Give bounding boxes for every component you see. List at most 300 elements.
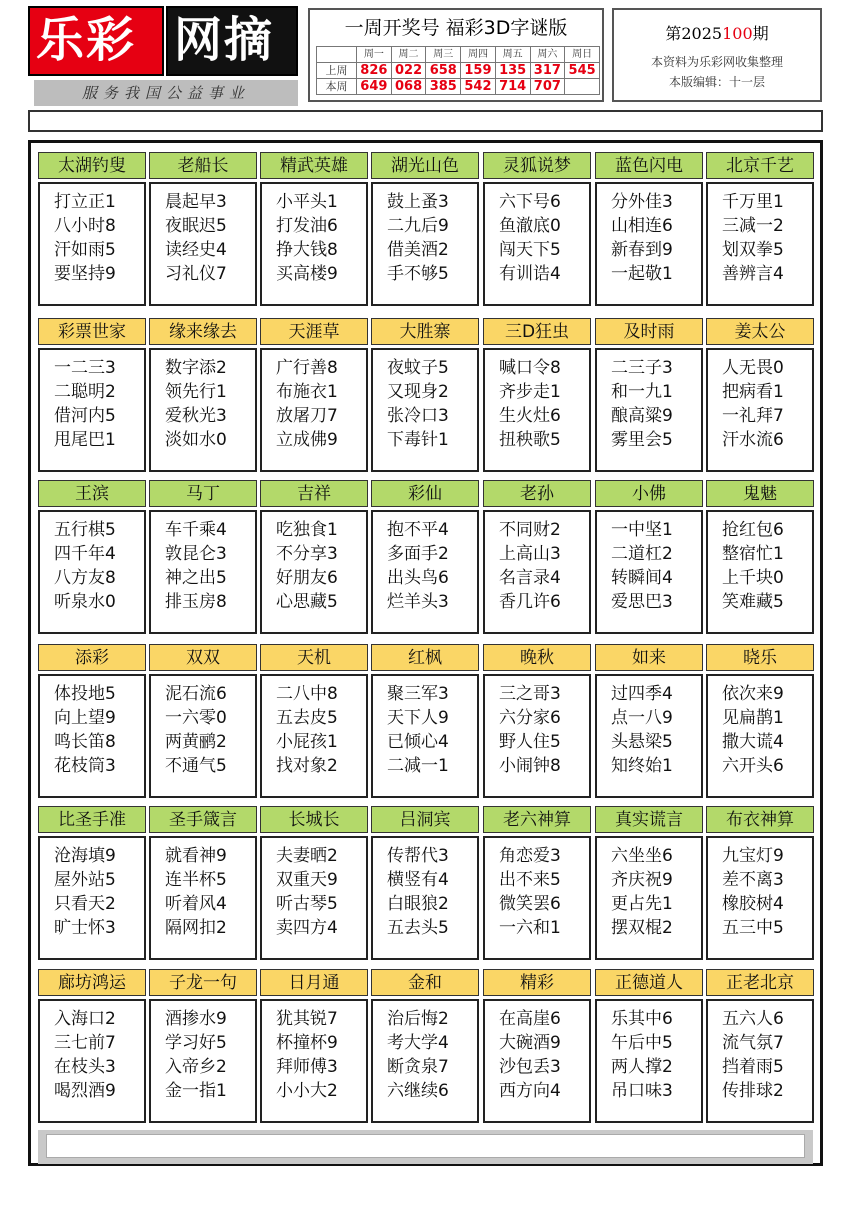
card-body xyxy=(260,674,368,798)
riddle-line: 头悬梁5 xyxy=(611,732,673,752)
riddle-line: 流气氛7 xyxy=(722,1033,784,1053)
draw-row-this-week xyxy=(317,79,600,95)
riddle-line: 生火灶6 xyxy=(499,406,561,426)
riddle-line: 淡如水0 xyxy=(165,430,227,450)
card-author: 王滨 xyxy=(38,480,146,507)
card-author: 廊坊鸿运 xyxy=(38,969,146,996)
card-author: 天涯草 xyxy=(260,318,368,345)
riddle-line: 横竖有4 xyxy=(387,870,449,890)
riddle-line: 山相连6 xyxy=(611,216,673,236)
draw-number: 022 xyxy=(391,63,426,79)
riddle-line: 二聪明2 xyxy=(54,382,116,402)
riddle-line: 入海口2 xyxy=(54,1009,116,1029)
riddle-line: 上高山3 xyxy=(499,544,561,564)
riddle-line: 爱秋光3 xyxy=(165,406,227,426)
riddle-card xyxy=(595,644,703,798)
riddle-line: 排玉房8 xyxy=(165,592,227,612)
card-author: 正老北京 xyxy=(706,969,814,996)
riddle-line: 不分享3 xyxy=(276,544,338,564)
riddle-line: 齐步走1 xyxy=(499,382,561,402)
draw-number: 658 xyxy=(426,63,461,79)
riddle-card xyxy=(260,806,368,960)
riddle-line: 二道杠2 xyxy=(611,544,673,564)
riddle-line: 下毒针1 xyxy=(387,430,449,450)
card-body xyxy=(149,510,257,634)
riddle-card xyxy=(149,806,257,960)
card-body xyxy=(149,999,257,1123)
riddle-line: 一礼拜7 xyxy=(722,406,784,426)
riddle-line: 二九后9 xyxy=(387,216,449,236)
riddle-line: 打发油6 xyxy=(276,216,338,236)
riddle-line: 分外佳3 xyxy=(611,192,673,212)
draw-number: 135 xyxy=(495,63,530,79)
riddle-line: 划双拳5 xyxy=(722,240,784,260)
day-label: 周四 xyxy=(461,47,496,63)
riddle-line: 人无畏0 xyxy=(722,358,784,378)
riddle-line: 小小大2 xyxy=(276,1081,338,1101)
card-author: 姜太公 xyxy=(706,318,814,345)
card-body xyxy=(706,182,814,306)
riddle-line: 金一指1 xyxy=(165,1081,227,1101)
card-body xyxy=(706,510,814,634)
card-body xyxy=(595,182,703,306)
card-author: 蓝色闪电 xyxy=(595,152,703,179)
card-body xyxy=(483,674,591,798)
riddle-line: 听泉水0 xyxy=(54,592,116,612)
riddle-line: 汗如雨5 xyxy=(54,240,116,260)
riddle-line: 挣大钱8 xyxy=(276,240,338,260)
riddle-line: 微笑罢6 xyxy=(499,894,561,914)
riddle-card xyxy=(149,152,257,306)
riddle-line: 数字添2 xyxy=(165,358,227,378)
riddle-line: 找对象2 xyxy=(276,756,338,776)
riddle-line: 差不离3 xyxy=(722,870,784,890)
card-body xyxy=(371,510,479,634)
slogan: 服务我国公益事业 xyxy=(34,80,298,106)
riddle-line: 鼓上蚤3 xyxy=(387,192,449,212)
riddle-line: 杯撞杯9 xyxy=(276,1033,338,1053)
draw-number: 385 xyxy=(426,79,461,95)
riddle-line: 就看神9 xyxy=(165,846,227,866)
riddle-line: 入帝乡2 xyxy=(165,1057,227,1077)
card-author: 真实谎言 xyxy=(595,806,703,833)
riddle-line: 鱼澈底0 xyxy=(499,216,561,236)
riddle-card xyxy=(706,152,814,306)
row-label: 本周 xyxy=(317,79,357,95)
card-body xyxy=(260,182,368,306)
riddle-line: 六继续6 xyxy=(387,1081,449,1101)
card-body xyxy=(38,348,146,472)
riddle-card xyxy=(260,480,368,634)
riddle-line: 酿高粱9 xyxy=(611,406,673,426)
card-body xyxy=(149,836,257,960)
riddle-card xyxy=(260,644,368,798)
riddle-line: 九宝灯9 xyxy=(722,846,784,866)
card-body xyxy=(38,674,146,798)
riddle-card xyxy=(483,969,591,1123)
riddle-line: 二减一1 xyxy=(387,756,449,776)
riddle-line: 立成佛9 xyxy=(276,430,338,450)
riddle-line: 夫妻晒2 xyxy=(276,846,338,866)
card-body xyxy=(595,836,703,960)
riddle-line: 闯天下5 xyxy=(499,240,561,260)
riddle-line: 西方向4 xyxy=(499,1081,561,1101)
draw-number: 826 xyxy=(357,63,392,79)
card-body xyxy=(706,999,814,1123)
card-author: 如来 xyxy=(595,644,703,671)
card-author: 晓乐 xyxy=(706,644,814,671)
riddle-line: 见扁鹊1 xyxy=(722,708,784,728)
riddle-line: 沙包丢3 xyxy=(499,1057,561,1077)
riddle-line: 张冷口3 xyxy=(387,406,449,426)
riddle-card xyxy=(483,318,591,472)
riddle-line: 八方友8 xyxy=(54,568,116,588)
riddle-card xyxy=(38,152,146,306)
card-body xyxy=(483,182,591,306)
riddle-line: 笑难藏5 xyxy=(722,592,784,612)
card-author: 马丁 xyxy=(149,480,257,507)
riddle-line: 汗水流6 xyxy=(722,430,784,450)
riddle-line: 知终始1 xyxy=(611,756,673,776)
riddle-line: 心思藏5 xyxy=(276,592,338,612)
riddle-card xyxy=(149,480,257,634)
card-author: 老孙 xyxy=(483,480,591,507)
logo-text-right: 网摘 xyxy=(174,12,275,68)
logo-black-block xyxy=(166,6,298,76)
riddle-card xyxy=(483,644,591,798)
riddle-line: 卖四方4 xyxy=(276,918,338,938)
riddle-line: 五行棋5 xyxy=(54,520,116,540)
card-body xyxy=(38,999,146,1123)
riddle-line: 隔网扣2 xyxy=(165,918,227,938)
draw-days-row xyxy=(317,47,600,63)
riddle-line: 五去头5 xyxy=(387,918,449,938)
card-author: 吉祥 xyxy=(260,480,368,507)
card-author: 三D狂虫 xyxy=(483,318,591,345)
card-author: 金和 xyxy=(371,969,479,996)
card-author: 太湖钓叟 xyxy=(38,152,146,179)
riddle-line: 香几许6 xyxy=(499,592,561,612)
riddle-line: 野人住5 xyxy=(499,732,561,752)
riddle-line: 新春到9 xyxy=(611,240,673,260)
riddle-line: 治后悔2 xyxy=(387,1009,449,1029)
card-body xyxy=(260,836,368,960)
riddle-line: 犹其锐7 xyxy=(276,1009,338,1029)
riddle-line: 千万里1 xyxy=(722,192,784,212)
riddle-line: 考大学4 xyxy=(387,1033,449,1053)
riddle-card xyxy=(371,152,479,306)
riddle-line: 喊口令8 xyxy=(499,358,561,378)
riddle-line: 抢红包6 xyxy=(722,520,784,540)
riddle-line: 断贪泉7 xyxy=(387,1057,449,1077)
card-author: 小佛 xyxy=(595,480,703,507)
riddle-line: 泥石流6 xyxy=(165,684,227,704)
riddle-line: 习礼仪7 xyxy=(165,264,227,284)
day-label: 周日 xyxy=(565,47,600,63)
riddle-line: 车千乘4 xyxy=(165,520,227,540)
riddle-line: 好朋友6 xyxy=(276,568,338,588)
card-body xyxy=(483,348,591,472)
riddle-line: 吊口味3 xyxy=(611,1081,673,1101)
row-label: 上周 xyxy=(317,63,357,79)
riddle-line: 一中坚1 xyxy=(611,520,673,540)
card-body xyxy=(260,348,368,472)
card-author: 正德道人 xyxy=(595,969,703,996)
day-label: 周五 xyxy=(495,47,530,63)
riddle-line: 大碗酒9 xyxy=(499,1033,561,1053)
card-body xyxy=(595,999,703,1123)
riddle-line: 喝烈酒9 xyxy=(54,1081,116,1101)
riddle-line: 橡胶树4 xyxy=(722,894,784,914)
riddle-card xyxy=(595,969,703,1123)
riddle-line: 齐庆祝9 xyxy=(611,870,673,890)
riddle-card xyxy=(260,318,368,472)
riddle-line: 扭秧歌5 xyxy=(499,430,561,450)
brand-logo xyxy=(28,6,298,104)
card-body xyxy=(38,182,146,306)
riddle-line: 酒掺水9 xyxy=(165,1009,227,1029)
riddle-line: 善辨言4 xyxy=(722,264,784,284)
riddle-line: 吃独食1 xyxy=(276,520,338,540)
logo-red-block xyxy=(28,6,164,76)
card-body xyxy=(149,182,257,306)
riddle-line: 敦昆仑3 xyxy=(165,544,227,564)
card-author: 子龙一句 xyxy=(149,969,257,996)
footer-inner xyxy=(46,1134,805,1158)
riddle-line: 鸣长笛8 xyxy=(54,732,116,752)
card-body xyxy=(371,999,479,1123)
card-author: 精彩 xyxy=(483,969,591,996)
riddle-line: 六坐坐6 xyxy=(611,846,673,866)
riddle-line: 六分家6 xyxy=(499,708,561,728)
riddle-line: 手不够5 xyxy=(387,264,449,284)
card-author: 北京千艺 xyxy=(706,152,814,179)
card-author: 老六神算 xyxy=(483,806,591,833)
day-label: 周六 xyxy=(530,47,565,63)
card-author: 彩仙 xyxy=(371,480,479,507)
riddle-line: 两人撑2 xyxy=(611,1057,673,1077)
riddle-line: 摆双棍2 xyxy=(611,918,673,938)
riddle-line: 在枝头3 xyxy=(54,1057,116,1077)
riddle-line: 放屠刀7 xyxy=(276,406,338,426)
riddle-line: 五三中5 xyxy=(722,918,784,938)
card-author: 添彩 xyxy=(38,644,146,671)
riddle-line: 天下人9 xyxy=(387,708,449,728)
riddle-card xyxy=(595,806,703,960)
draw-number: 542 xyxy=(461,79,496,95)
riddle-card xyxy=(706,318,814,472)
riddle-card xyxy=(706,969,814,1123)
riddle-line: 点一八9 xyxy=(611,708,673,728)
riddle-line: 神之出5 xyxy=(165,568,227,588)
riddle-line: 拜师傅3 xyxy=(276,1057,338,1077)
riddle-line: 向上望9 xyxy=(54,708,116,728)
riddle-line: 三七前7 xyxy=(54,1033,116,1053)
riddle-line: 连半杯5 xyxy=(165,870,227,890)
riddle-line: 八小时8 xyxy=(54,216,116,236)
card-body xyxy=(260,510,368,634)
card-author: 日月通 xyxy=(260,969,368,996)
riddle-line: 名言录4 xyxy=(499,568,561,588)
riddle-line: 整宿忙1 xyxy=(722,544,784,564)
draw-row-last-week xyxy=(317,63,600,79)
card-body xyxy=(483,999,591,1123)
riddle-card xyxy=(149,969,257,1123)
riddle-line: 六下号6 xyxy=(499,192,561,212)
draw-number: 317 xyxy=(530,63,565,79)
riddle-line: 买高楼9 xyxy=(276,264,338,284)
riddle-line: 二八中8 xyxy=(276,684,338,704)
card-body xyxy=(371,348,479,472)
riddle-grid xyxy=(28,140,823,1166)
riddle-line: 过四季4 xyxy=(611,684,673,704)
riddle-line: 角恋爱3 xyxy=(499,846,561,866)
issue-source: 本资料为乐彩网收集整理 xyxy=(650,55,783,69)
draw-number xyxy=(565,79,600,95)
riddle-line: 三之哥3 xyxy=(499,684,561,704)
riddle-line: 五六人6 xyxy=(722,1009,784,1029)
riddle-card xyxy=(260,969,368,1123)
riddle-card xyxy=(706,480,814,634)
riddle-line: 一二三3 xyxy=(54,358,116,378)
riddle-card xyxy=(706,806,814,960)
riddle-line: 五去皮5 xyxy=(276,708,338,728)
card-author: 精武英雄 xyxy=(260,152,368,179)
riddle-card xyxy=(371,318,479,472)
riddle-card xyxy=(371,480,479,634)
riddle-card xyxy=(483,806,591,960)
card-author: 灵狐说梦 xyxy=(483,152,591,179)
riddle-line: 依次来9 xyxy=(722,684,784,704)
card-body xyxy=(483,836,591,960)
card-author: 及时雨 xyxy=(595,318,703,345)
riddle-line: 小闹钟8 xyxy=(499,756,561,776)
card-author: 红枫 xyxy=(371,644,479,671)
riddle-line: 乐其中6 xyxy=(611,1009,673,1029)
riddle-card xyxy=(483,152,591,306)
issue-number: 第2025100期 xyxy=(665,24,769,43)
riddle-line: 在高崖6 xyxy=(499,1009,561,1029)
riddle-line: 一六零0 xyxy=(165,708,227,728)
riddle-line: 烂羊头3 xyxy=(387,592,449,612)
riddle-line: 只看天2 xyxy=(54,894,116,914)
card-author: 晚秋 xyxy=(483,644,591,671)
card-body xyxy=(371,182,479,306)
riddle-line: 白眼狼2 xyxy=(387,894,449,914)
card-author: 彩票世家 xyxy=(38,318,146,345)
riddle-line: 多面手2 xyxy=(387,544,449,564)
card-body xyxy=(371,674,479,798)
riddle-line: 一六和1 xyxy=(499,918,561,938)
riddle-line: 把病看1 xyxy=(722,382,784,402)
riddle-line: 上千块0 xyxy=(722,568,784,588)
riddle-card xyxy=(260,152,368,306)
riddle-line: 广行善8 xyxy=(276,358,338,378)
card-body xyxy=(38,510,146,634)
riddle-card xyxy=(38,480,146,634)
card-body xyxy=(260,999,368,1123)
riddle-line: 甩尾巴1 xyxy=(54,430,116,450)
riddle-line: 夜蚊子5 xyxy=(387,358,449,378)
riddle-card xyxy=(371,969,479,1123)
riddle-line: 传排球2 xyxy=(722,1081,784,1101)
riddle-line: 借美酒2 xyxy=(387,240,449,260)
card-author: 老船长 xyxy=(149,152,257,179)
blank-banner xyxy=(28,110,823,132)
riddle-line: 出头鸟6 xyxy=(387,568,449,588)
draw-number: 714 xyxy=(495,79,530,95)
riddle-line: 旷士怀3 xyxy=(54,918,116,938)
card-body xyxy=(149,348,257,472)
riddle-line: 出不来5 xyxy=(499,870,561,890)
riddle-line: 又现身2 xyxy=(387,382,449,402)
riddle-line: 六开头6 xyxy=(722,756,784,776)
riddle-line: 花枝筒3 xyxy=(54,756,116,776)
card-body xyxy=(595,674,703,798)
riddle-card xyxy=(149,318,257,472)
draw-number: 649 xyxy=(357,79,392,95)
card-author: 布衣神算 xyxy=(706,806,814,833)
riddle-line: 听着风4 xyxy=(165,894,227,914)
riddle-card xyxy=(706,644,814,798)
riddle-line: 爱思巴3 xyxy=(611,592,673,612)
riddle-line: 借河内5 xyxy=(54,406,116,426)
card-author: 长城长 xyxy=(260,806,368,833)
card-body xyxy=(38,836,146,960)
card-author: 缘来缘去 xyxy=(149,318,257,345)
riddle-line: 挡着雨5 xyxy=(722,1057,784,1077)
riddle-line: 已倾心4 xyxy=(387,732,449,752)
riddle-card xyxy=(371,806,479,960)
draw-number: 545 xyxy=(565,63,600,79)
riddle-card xyxy=(38,318,146,472)
riddle-line: 小平头1 xyxy=(276,192,338,212)
logo-text-left: 乐彩 xyxy=(36,12,137,68)
riddle-line: 不通气5 xyxy=(165,756,227,776)
weekly-draw-box xyxy=(308,8,604,102)
riddle-line: 读经史4 xyxy=(165,240,227,260)
card-author: 大胜寨 xyxy=(371,318,479,345)
riddle-line: 聚三军3 xyxy=(387,684,449,704)
riddle-line: 屋外站5 xyxy=(54,870,116,890)
day-label: 周二 xyxy=(391,47,426,63)
riddle-card xyxy=(38,644,146,798)
riddle-line: 布施衣1 xyxy=(276,382,338,402)
draw-table xyxy=(316,46,600,95)
riddle-line: 和一九1 xyxy=(611,382,673,402)
card-body xyxy=(595,510,703,634)
draw-title: 一周开奖号 福彩3D字谜版 xyxy=(344,17,568,39)
riddle-card xyxy=(483,480,591,634)
riddle-line: 双重天9 xyxy=(276,870,338,890)
riddle-line: 打立正1 xyxy=(54,192,116,212)
riddle-line: 三减一2 xyxy=(722,216,784,236)
riddle-card xyxy=(595,318,703,472)
day-label: 周三 xyxy=(426,47,461,63)
issue-box xyxy=(612,8,822,102)
draw-number: 707 xyxy=(530,79,565,95)
riddle-line: 要坚持9 xyxy=(54,264,116,284)
riddle-line: 雾里会5 xyxy=(611,430,673,450)
riddle-line: 撒大谎4 xyxy=(722,732,784,752)
draw-number: 068 xyxy=(391,79,426,95)
riddle-line: 有训诰4 xyxy=(499,264,561,284)
riddle-line: 夜眠迟5 xyxy=(165,216,227,236)
riddle-line: 一起敬1 xyxy=(611,264,673,284)
riddle-card xyxy=(371,644,479,798)
riddle-card xyxy=(149,644,257,798)
card-author: 双双 xyxy=(149,644,257,671)
